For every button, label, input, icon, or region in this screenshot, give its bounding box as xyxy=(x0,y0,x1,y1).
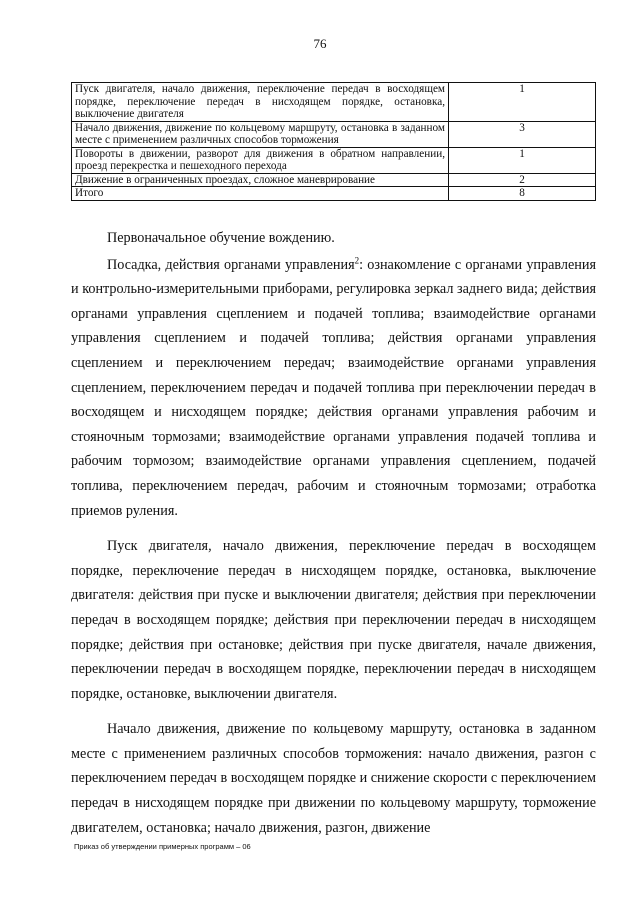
table-row xyxy=(72,147,596,173)
table-row xyxy=(72,83,596,122)
topic-cell: Пуск двигателя, начало движения, переключение передач в восходящем порядке, переключение передач в нисходящем порядке, остановка, выключение двигателя xyxy=(72,83,449,122)
footnote-ref: 2 xyxy=(354,254,360,265)
total-hours-cell: 8 xyxy=(449,187,596,201)
total-label-cell: Итого xyxy=(72,187,449,201)
table-row xyxy=(72,173,596,187)
table-row xyxy=(72,187,596,201)
paragraph-engine-start: Пуск двигателя, начало движения, переключение передач в восходящем порядке, переключение передач в нисходящем порядке, остановка, выключение двигателя: действия при пуске и выключении двигателя; действия при переключении передач в восходящем порядке; действия при переключении передач в нисходящем порядке; действия при остановке; действия при пуске двигателя, начале движения, переключении передач в восходящем порядке, переключении передач в нисходящем порядке, остановке, выключении двигателя. xyxy=(71,538,596,702)
paragraph-rest: : ознакомление с органами управления и контрольно-измерительными приборами, регулировка зеркал заднего вида; действия органами управления сцеплением и подачей топлива; взаимодействие органами управления сцеплением и подачей топлива; действия органами управления сцеплением и переключением передач; взаимодействие органами управления сцеплением, переключением передач и подачей топлива при переключении передач в восходящем и нисходящем порядке; действия органами управления рабочим и стояночным тормозами; взаимодействие органами управления подачей топлива и рабочим тормозом; взаимодействие органами управления сцеплением, подачей топлива, переключением передач, рабочим и стояночным тормозами; отработка приемов руления. xyxy=(71,256,596,519)
hours-cell: 3 xyxy=(449,121,596,147)
section-heading: Первоначальное обучение вождению. xyxy=(107,230,335,246)
topic-cell: Повороты в движении, разворот для движения в обратном направлении, проезд перекрестка и пешеходного перехода xyxy=(72,147,449,173)
footer-note: Приказ об утверждении примерных программ – 06 xyxy=(74,842,251,851)
paragraph-seating xyxy=(71,253,596,524)
page-number: 76 xyxy=(313,36,327,51)
paragraph-ring-route: Начало движения, движение по кольцевому маршруту, остановка в заданном месте с применением различных способов торможения: начало движения, разгон с переключением передач в восходящем порядке и снижение скорости с переключением передач в нисходящем порядке при движении по кольцевому маршруту, торможение двигателем, остановка; начало движения, разгон, движение xyxy=(71,721,596,836)
hours-table xyxy=(71,82,596,201)
paragraph-lead: Посадка, действия органами управления xyxy=(107,256,355,273)
hours-cell: 1 xyxy=(449,83,596,122)
hours-cell: 1 xyxy=(449,147,596,173)
body-text xyxy=(71,226,596,840)
hours-cell: 2 xyxy=(449,173,596,187)
topic-cell: Начало движения, движение по кольцевому маршруту, остановка в заданном месте с применением различных способов торможения xyxy=(72,121,449,147)
table-row xyxy=(72,121,596,147)
topic-cell: Движение в ограниченных проездах, сложное маневрирование xyxy=(72,173,449,187)
